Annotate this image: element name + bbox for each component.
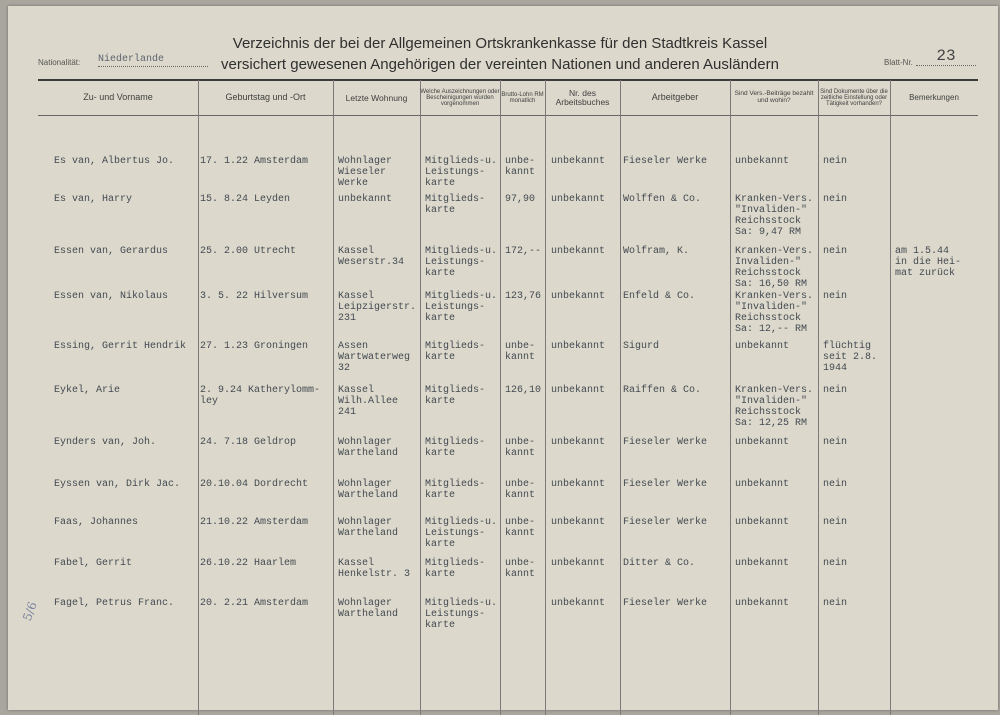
cell-workbook: unbekannt (551, 385, 606, 396)
cell-wage: 126,10 (505, 385, 542, 396)
sheet-number: 23 (916, 47, 976, 66)
cell-residence: Wohnlager Wartheland (338, 479, 399, 501)
column-divider (545, 80, 546, 715)
cell-residence: Kassel Wilh.Allee 241 (338, 385, 399, 418)
cell-employer: Wolffen & Co. (623, 194, 702, 205)
column-header-employer: Arbeitgeber (651, 92, 699, 103)
cell-wage: unbe- kannt (505, 341, 536, 363)
cell-birth: 26.10.22 Haarlem (200, 558, 297, 569)
cell-residence: Kassel Weserstr.34 (338, 246, 405, 268)
title-line-2: versichert gewesenen Angehörigen der vereinten Nationen und anderen Ausländern (221, 56, 779, 73)
cell-documents: Mitglieds-u. Leistungs- karte (425, 156, 498, 189)
cell-records: nein (823, 598, 848, 609)
cell-residence: Wohnlager Wartheland (338, 517, 399, 539)
cell-records: nein (823, 156, 848, 167)
cell-documents: Mitglieds- karte (425, 479, 486, 501)
cell-workbook: unbekannt (551, 517, 606, 528)
cell-contributions: Kranken-Vers. "Invaliden-" Reichsstock Sa: 9,47 RM (735, 194, 814, 238)
column-divider (730, 80, 731, 715)
column-header-workbook: Nr. des Arbeitsbuches (555, 88, 610, 107)
nationality-value: Niederlande (98, 54, 208, 67)
column-divider (500, 80, 501, 715)
cell-name: Essing, Gerrit Hendrik (54, 341, 187, 352)
cell-contributions: unbekannt (735, 341, 790, 352)
cell-residence: Wohnlager Wieseler Werke (338, 156, 393, 189)
cell-employer: Ditter & Co. (623, 558, 696, 569)
cell-contributions: Kranken-Vers. "Invaliden-" Reichsstock Sa: 12,25 RM (735, 385, 814, 429)
cell-employer: Fieseler Werke (623, 156, 708, 167)
cell-employer: Fieseler Werke (623, 479, 708, 490)
cell-records: nein (823, 558, 848, 569)
cell-residence: Assen Wartwaterweg 32 (338, 341, 411, 374)
cell-name: Fagel, Petrus Franc. (54, 598, 175, 609)
cell-name: Essen van, Nikolaus (54, 291, 169, 302)
cell-name: Es van, Harry (54, 194, 133, 205)
column-header-name: Zu- und Vorname (83, 92, 153, 103)
cell-wage: unbe- kannt (505, 156, 536, 178)
cell-contributions: unbekannt (735, 479, 790, 490)
cell-documents: Mitglieds- karte (425, 558, 486, 580)
cell-name: Eykel, Arie (54, 385, 121, 396)
cell-contributions: Kranken-Vers. Invaliden-" Reichsstock Sa: 16,50 RM (735, 246, 814, 290)
cell-birth: 27. 1.23 Groningen (200, 341, 309, 352)
cell-name: Essen van, Gerardus (54, 246, 169, 257)
cell-residence: Wohnlager Wartheland (338, 598, 399, 620)
cell-contributions: unbekannt (735, 558, 790, 569)
column-header-wage: Brutto-Lohn RM monatlich (501, 91, 544, 104)
cell-records: flüchtig seit 2.8. 1944 (823, 341, 878, 374)
column-divider (818, 80, 819, 715)
column-header-residence: Letzte Wohnung (345, 92, 408, 103)
cell-wage: unbe- kannt (505, 479, 536, 501)
cell-records: nein (823, 291, 848, 302)
cell-documents: Mitglieds- karte (425, 194, 486, 216)
cell-residence: Kassel Leipzigerstr. 231 (338, 291, 417, 324)
cell-workbook: unbekannt (551, 598, 606, 609)
nationality-label: Nationalität: (38, 58, 81, 67)
column-divider (890, 80, 891, 715)
cell-records: nein (823, 194, 848, 205)
cell-workbook: unbekannt (551, 194, 606, 205)
cell-employer: Sigurd (623, 341, 660, 352)
cell-records: nein (823, 385, 848, 396)
cell-birth: 15. 8.24 Leyden (200, 194, 291, 205)
cell-remarks: am 1.5.44 in die Hei- mat zurück (895, 246, 962, 279)
cell-residence: Wohnlager Wartheland (338, 437, 399, 459)
cell-documents: Mitglieds-u. Leistungs- karte (425, 598, 498, 631)
cell-workbook: unbekannt (551, 558, 606, 569)
cell-birth: 20.10.04 Dordrecht (200, 479, 309, 490)
cell-birth: 24. 7.18 Geldrop (200, 437, 297, 448)
cell-wage: 97,90 (505, 194, 536, 205)
cell-employer: Fieseler Werke (623, 437, 708, 448)
cell-workbook: unbekannt (551, 246, 606, 257)
cell-wage: unbe- kannt (505, 437, 536, 459)
cell-name: Es van, Albertus Jo. (54, 156, 175, 167)
cell-name: Eynders van, Joh. (54, 437, 157, 448)
column-header-documents: Welche Auszeichnungen oder Bescheinigungen wurden vorgenommen (420, 88, 500, 108)
column-divider (420, 80, 421, 715)
cell-workbook: unbekannt (551, 479, 606, 490)
cell-birth: 2. 9.24 Katherylomm- ley (200, 385, 321, 407)
cell-documents: Mitglieds- karte (425, 385, 486, 407)
cell-documents: Mitglieds-u. Leistungs- karte (425, 517, 498, 550)
column-divider (198, 80, 199, 715)
cell-contributions: unbekannt (735, 598, 790, 609)
column-header-birth: Geburtstag und -Ort (225, 92, 306, 103)
cell-documents: Mitglieds-u. Leistungs- karte (425, 246, 498, 279)
cell-workbook: unbekannt (551, 437, 606, 448)
cell-records: nein (823, 246, 848, 257)
cell-contributions: Kranken-Vers. "Invaliden-" Reichsstock Sa: 12,-- RM (735, 291, 814, 335)
cell-records: nein (823, 479, 848, 490)
cell-residence: Kassel Henkelstr. 3 (338, 558, 411, 580)
cell-contributions: unbekannt (735, 517, 790, 528)
column-divider (620, 80, 621, 715)
cell-employer: Fieseler Werke (623, 598, 708, 609)
cell-documents: Mitglieds-u. Leistungs- karte (425, 291, 498, 324)
column-header-remarks: Bemerkungen (909, 92, 959, 102)
cell-contributions: unbekannt (735, 156, 790, 167)
sheet-number-label: Blatt-Nr. (884, 58, 913, 67)
cell-wage: unbe- kannt (505, 517, 536, 539)
cell-wage: 123,76 (505, 291, 542, 302)
column-header-contributions: Sind Vers.-Beiträge bezahlt und wohin? (734, 90, 814, 104)
column-divider (333, 80, 334, 715)
cell-residence: unbekannt (338, 194, 393, 205)
cell-contributions: unbekannt (735, 437, 790, 448)
margin-pencil-note: 5/6 (20, 599, 40, 623)
cell-workbook: unbekannt (551, 291, 606, 302)
cell-employer: Wolfram, K. (623, 246, 690, 257)
cell-documents: Mitglieds- karte (425, 437, 486, 459)
cell-employer: Enfeld & Co. (623, 291, 696, 302)
cell-birth: 21.10.22 Amsterdam (200, 517, 309, 528)
cell-name: Eyssen van, Dirk Jac. (54, 479, 181, 490)
title-line-1: Verzeichnis der bei der Allgemeinen Ortskrankenkasse für den Stadtkreis Kassel (232, 35, 768, 52)
cell-employer: Raiffen & Co. (623, 385, 702, 396)
cell-name: Fabel, Gerrit (54, 558, 133, 569)
cell-birth: 20. 2.21 Amsterdam (200, 598, 309, 609)
cell-workbook: unbekannt (551, 156, 606, 167)
cell-name: Faas, Johannes (54, 517, 139, 528)
cell-birth: 3. 5. 22 Hilversum (200, 291, 309, 302)
cell-birth: 17. 1.22 Amsterdam (200, 156, 309, 167)
cell-wage: unbe- kannt (505, 558, 536, 580)
cell-wage: 172,-- (505, 246, 542, 257)
cell-workbook: unbekannt (551, 341, 606, 352)
cell-employer: Fieseler Werke (623, 517, 708, 528)
cell-birth: 25. 2.00 Utrecht (200, 246, 297, 257)
column-header-records: Sind Dokumente über die zeitliche Einstellung oder Tätigkeit vorhanden? (820, 88, 888, 108)
cell-records: nein (823, 517, 848, 528)
cell-records: nein (823, 437, 848, 448)
cell-documents: Mitglieds- karte (425, 341, 486, 363)
